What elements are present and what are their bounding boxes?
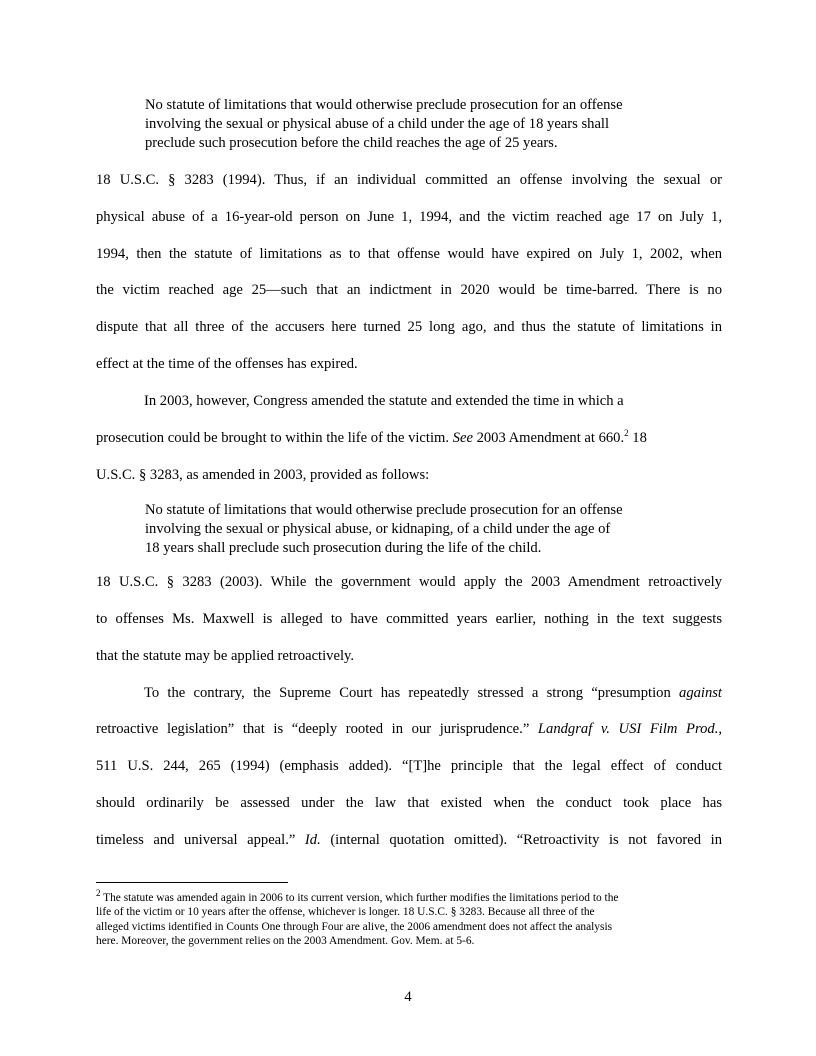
block-quote-1 [145, 96, 680, 153]
para-1-line: physical abuse of a 16-year-old person on June 1, 1994, and the victim reached age 17 on July 1, [96, 209, 722, 225]
block-quote-2-line: No statute of limitations that would otherwise preclude prosecution for an offense [145, 502, 623, 518]
para-1-line: 1994, then the statute of limitations as to that offense would have expired on July 1, 2002, when [96, 246, 722, 262]
footnote-reference: 2 [624, 428, 629, 439]
block-quote-1-line: involving the sexual or physical abuse of a child under the age of 18 years shall [145, 116, 610, 132]
footnote-mark: 2 [96, 888, 101, 899]
footnote-divider [96, 882, 288, 883]
para-4-text: retroactive legislation” that is “deeply rooted in our jurisprudence.” [96, 721, 538, 737]
para-4-text: To the contrary, the Supreme Court has repeatedly stressed a strong “presumption [144, 685, 680, 701]
footnote-text: The statute was amended again in 2006 to its current version, which further modifies the limitations period to the [100, 892, 619, 904]
para-4-line: should ordinarily be assessed under the law that existed when the conduct took place has [96, 795, 722, 811]
para-4-line [96, 719, 722, 739]
para-4-text: timeless and universal appeal.” [96, 832, 305, 848]
para-1-line: effect at the time of the offenses has expired. [96, 356, 358, 372]
page-number: 4 [404, 989, 412, 1005]
block-quote-2-line: involving the sexual or physical abuse, or kidnaping, of a child under the age of [145, 521, 611, 537]
para-2-line: U.S.C. § 3283, as amended in 2003, provided as follows: [96, 467, 430, 483]
para-2-text: prosecution could be brought to within the life of the victim. [96, 430, 453, 446]
para-1-line: dispute that all three of the accusers here turned 25 long ago, and thus the statute of limitations in [96, 319, 722, 335]
footnote-line: here. Moreover, the government relies on the 2003 Amendment. Gov. Mem. at 5-6. [96, 935, 475, 948]
footnote-line: alleged victims identified in Counts One through Four are alive, the 2006 amendment does not affect the analysis [96, 920, 613, 933]
see-signal: See [452, 430, 473, 446]
para-4-text: (internal quotation omitted). “Retroactivity is not favored in [320, 832, 722, 848]
para-4-line: 511 U.S. 244, 265 (1994) (emphasis added). “[T]he principle that the legal effect of conduct [96, 758, 722, 774]
para-3-line: that the statute may be applied retroactively. [96, 648, 354, 664]
para-2-line: In 2003, however, Congress amended the statute and extended the time in which a [144, 393, 624, 409]
para-4-line [96, 830, 722, 850]
footnote [96, 888, 716, 949]
case-citation: Landgraf v. USI Film Prod., [537, 721, 722, 737]
para-2-text: 2003 Amendment at 660. [472, 430, 625, 446]
para-1-line: the victim reached age 25—such that an indictment in 2020 would be time-barred. There is no [96, 282, 722, 298]
para-3-line: 18 U.S.C. § 3283 (2003). While the government would apply the 2003 Amendment retroactively [96, 574, 722, 590]
para-2-text: 18 [628, 430, 647, 446]
block-quote-1-line: preclude such prosecution before the child reaches the age of 25 years. [145, 135, 558, 151]
block-quote-2-line: 18 years shall preclude such prosecution during the life of the child. [145, 540, 542, 556]
id-citation: Id. [304, 832, 321, 848]
emphasis-against: against [679, 685, 722, 701]
para-1-line: 18 U.S.C. § 3283 (1994). Thus, if an individual committed an offense involving the sexual or [96, 172, 722, 188]
block-quote-1-line: No statute of limitations that would otherwise preclude prosecution for an offense [145, 97, 623, 113]
block-quote-2 [145, 501, 680, 558]
footnote-line [96, 888, 716, 905]
para-2-line [96, 428, 722, 448]
footnote-line: life of the victim or 10 years after the offense, whichever is longer. 18 U.S.C. § 3283. Because all three of the [96, 906, 595, 919]
para-3-line: to offenses Ms. Maxwell is alleged to have committed years earlier, nothing in the text suggests [96, 611, 722, 627]
para-4-line [144, 683, 722, 703]
